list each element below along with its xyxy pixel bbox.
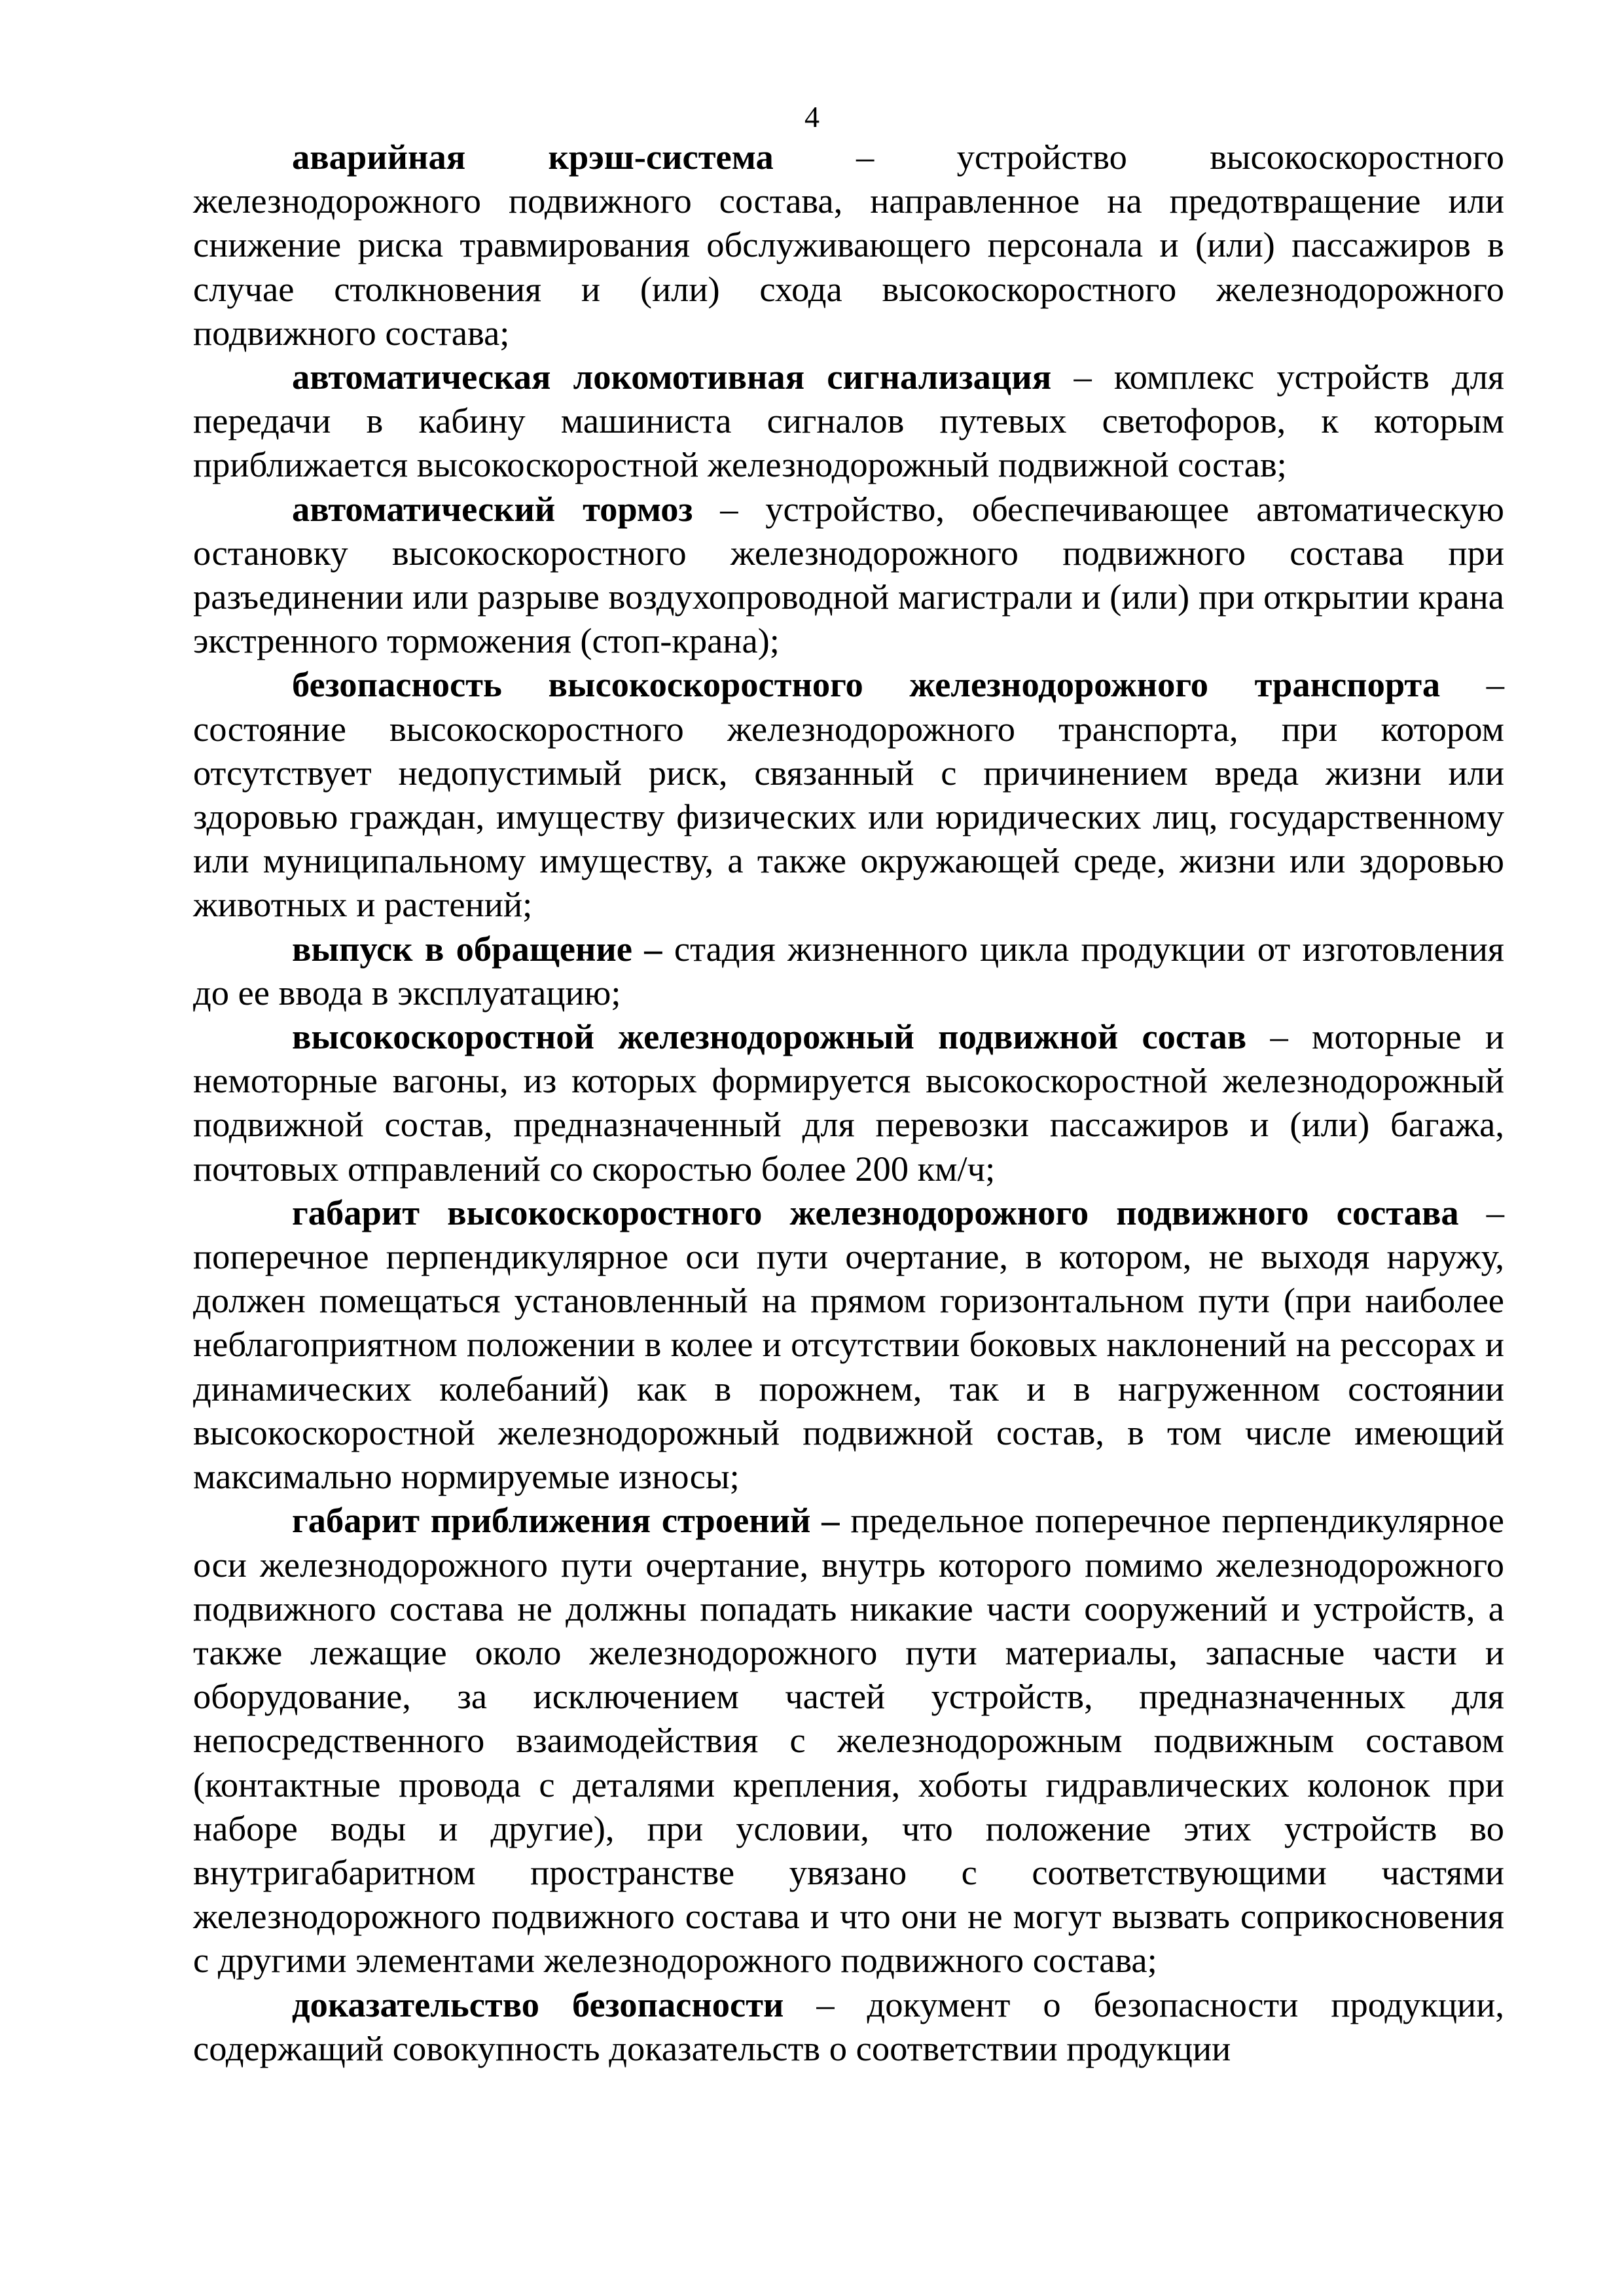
definition-paragraph: [193, 355, 1504, 487]
definition-term: габарит высокоскоростного железнодорожного подвижного состава: [292, 1192, 1459, 1232]
definition-term: аварийная крэш-система: [292, 137, 774, 177]
definitions-list: [193, 135, 1504, 2070]
definition-paragraph: [193, 927, 1504, 1014]
page-number: 4: [804, 100, 820, 134]
definition-paragraph: [193, 1498, 1504, 1982]
definition-paragraph: [193, 662, 1504, 926]
definition-term: автоматический тормоз: [292, 488, 693, 529]
definition-text: стадия жизненного цикла продукции от изготовления до ее ввода в эксплуатацию;: [193, 928, 1504, 1013]
definition-text: – моторные и немоторные вагоны, из которых формируется высокоскоростной железнодорожный подвижной состав, предназначенный для перевозки пассажиров и (или) багажа, почтовых отправлений со скоростью более 200 км/ч;: [193, 1016, 1504, 1189]
definition-term: выпуск в обращение –: [292, 928, 662, 969]
definition-term: габарит приближения строений –: [292, 1500, 840, 1541]
definition-text: предельное поперечное перпендикулярное оси железнодорожного пути очертание, внутрь которого помимо железнодорожного подвижного состава не должны попадать никакие части сооружений и устройств, а также лежащие около железнодорожного пути материалы, запасные части и оборудование, за исключением частей устройств, предназначенных для непосредственного взаимодействия с железнодорожным подвижным составом (контактные провода с деталями крепления, хоботы гидравлических колонок при наборе воды и другие), при условии, что положение этих устройств во внутригабаритном пространстве увязано с соответствующими частями железнодорожного подвижного состава и что они не могут вызвать соприкосновения с другими элементами железнодорожного подвижного состава;: [193, 1500, 1504, 1981]
definition-term: доказательство безопасности: [292, 1984, 784, 2024]
definition-term: автоматическая локомотивная сигнализация: [292, 357, 1052, 397]
definition-paragraph: [193, 487, 1504, 663]
definition-paragraph: [193, 1191, 1504, 1498]
definition-paragraph: [193, 135, 1504, 355]
definition-term: высокоскоростной железнодорожный подвижной состав: [292, 1016, 1247, 1057]
definition-text: – поперечное перпендикулярное оси пути очертание, в котором, не выходя наружу, должен помещаться установленный на прямом горизонтальном пути (при наиболее неблагоприятном положении в колее и отсутствии боковых наклонений на рессорах и динамических колебаний) как в порожнем, так и в нагруженном состоянии высокоскоростной железнодорожный подвижной состав, в том числе имеющий максимально нормируемые износы;: [193, 1192, 1504, 1497]
definition-paragraph: [193, 1014, 1504, 1191]
definition-paragraph: [193, 1982, 1504, 2070]
definition-term: безопасность высокоскоростного железнодорожного транспорта: [292, 664, 1441, 705]
definition-text: – устройство, обеспечивающее автоматическую остановку высокоскоростного железнодорожного подвижного состава при разъединении или разрыве воздухопроводной магистрали и (или) при открытии крана экстренного торможения (стоп-крана);: [193, 488, 1504, 661]
definition-text: – документ о безопасности продукции, содержащий совокупность доказательств о соответствии продукции: [193, 1984, 1504, 2068]
definition-text: – состояние высокоскоростного железнодорожного транспорта, при котором отсутствует недопустимый риск, связанный с причинением вреда жизни или здоровью граждан, имуществу физических или юридических лиц, государственному или муниципальному имуществу, а также окружающей среде, жизни или здоровью животных и растений;: [193, 664, 1504, 925]
definition-text: – устройство высокоскоростного железнодорожного подвижного состава, направленное на предотвращение или снижение риска травмирования обслуживающего персонала и (или) пассажиров в случае столкновения и (или) схода высокоскоростного железнодорожного подвижного состава;: [193, 137, 1504, 353]
definition-text: – комплекс устройств для передачи в кабину машиниста сигналов путевых светофоров, к которым приближается высокоскоростной железнодорожный подвижной состав;: [193, 357, 1504, 485]
